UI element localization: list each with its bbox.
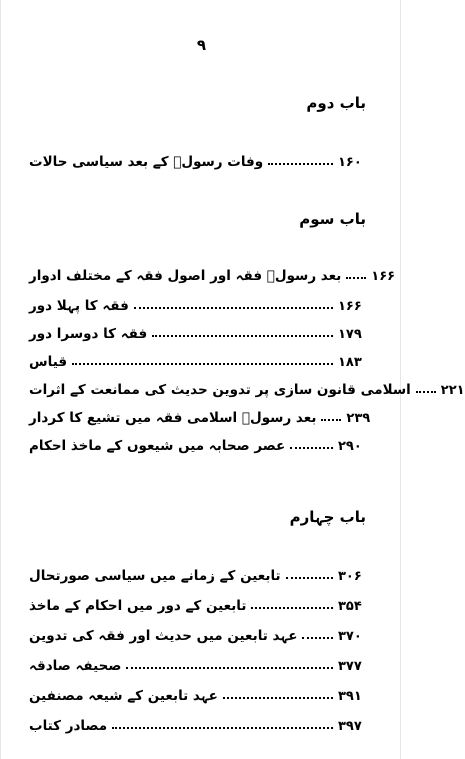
dot-leader [416,391,436,393]
toc-entry [29,292,368,314]
toc-entry-title: عہد تابعین میں حدیث اور فقہ کی تدوین [29,628,298,644]
dot-leader [268,163,333,165]
dot-leader [290,447,333,449]
toc-entry-page: ۳۷۰ [338,629,362,644]
toc-entry [29,320,368,342]
toc-entry-page: ۳۰۶ [338,569,362,584]
toc-entry-title: فقہ کا پہلا دور [29,298,129,314]
chapter-heading: باب دوم [306,94,366,112]
dot-leader [126,667,333,669]
toc-entry [29,148,368,170]
dot-leader [321,419,341,421]
toc-entry-page: ۱۶۶ [371,269,396,284]
dot-leader [112,727,333,729]
toc-entry [29,562,368,584]
toc-entry [29,262,396,284]
dot-leader [251,607,333,609]
page-number: ۹ [196,36,207,54]
dot-leader [152,335,333,337]
toc-entry [29,404,371,426]
dot-leader [134,307,333,309]
toc-entry-page: ۳۹۱ [338,689,362,704]
dot-leader [302,637,333,639]
toc-entry-title: اسلامی قانون سازی پر تدوین حدیث کی ممانعت کے اثرات [29,382,411,398]
toc-entry-page: ۱۸۳ [338,355,362,370]
toc-entry [29,682,368,704]
toc-entry-title: تابعین کے زمانے میں سیاسی صورتحال [29,568,281,584]
toc-entry-page: ۳۹۷ [338,719,362,734]
toc-entry-page: ۲۹۰ [338,439,362,454]
toc-entry-title: قیاس [29,354,68,370]
dot-leader [223,697,333,699]
toc-entry-title: مصادر کتاب [29,718,108,734]
dot-leader [72,363,333,365]
chapter-heading: باب سوم [299,210,366,228]
toc-entry-page: ۱۶۶ [338,299,362,314]
toc-entry-title: بعد رسولؐ اسلامی فقہ میں تشیع کا کردار [29,410,317,426]
toc-entry-title: بعد رسولؐ فقہ اور اصول فقہ کے مختلف ادوار [29,268,342,284]
toc-entry [29,432,368,454]
toc-entry-page: ۳۵۴ [338,599,362,614]
toc-entry-page: ۱۶۰ [338,155,362,170]
toc-entry-page: ۱۷۹ [338,327,362,342]
dot-leader [346,277,366,279]
dot-leader [286,577,333,579]
toc-entry-page: ۳۷۷ [338,659,362,674]
toc-entry-page: ۲۳۹ [346,411,371,426]
toc-entry [29,712,368,734]
toc-entry [29,622,368,644]
toc-entry [29,376,465,398]
toc-entry-title: صحیفہ صادقہ [29,658,122,674]
toc-entry [29,348,368,370]
toc-entry-title: وفات رسولؐ کے بعد سیاسی حالات [29,154,264,170]
toc-entry-title: فقہ کا دوسرا دور [29,326,148,342]
toc-entry [29,592,368,614]
toc-entry-title: عصر صحابہ میں شیعوں کے ماخذ احکام [29,438,286,454]
toc-entry-page: ۲۲۱ [440,383,465,398]
chapter-heading: باب چہارم [289,508,366,526]
toc-entry-title: عہد تابعین کے شیعہ مصنفین [29,688,218,704]
toc-entry [29,652,368,674]
toc-entry-title: تابعین کے دور میں احکام کے ماخذ [29,598,247,614]
